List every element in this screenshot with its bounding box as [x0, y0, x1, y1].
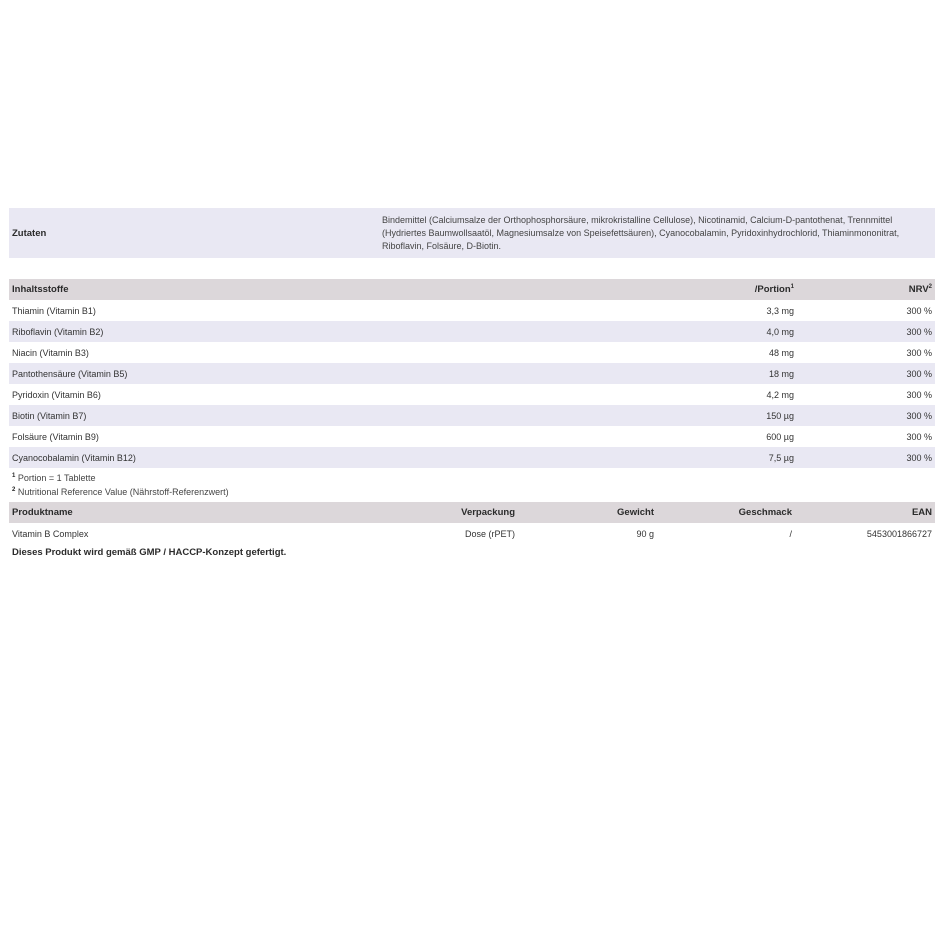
ingredients-label: Zutaten	[12, 227, 47, 239]
nutrient-name: Folsäure (Vitamin B9)	[9, 426, 645, 447]
header-weight: Gewicht	[518, 502, 657, 523]
footnote-2: $^2$ Nutritional Reference Value (Nährstoff-Referenzwert)	[12, 487, 229, 497]
nutrient-nrv: 300 %	[797, 447, 935, 468]
nutrient-nrv: 300 %	[797, 321, 935, 342]
ingredients-text: Bindemittel (Calciumsalze der Orthophosphorsäure, mikrokristalline Cellulose), Nicotinamid, Calcium-D-pantothenat, Trennmittel (Hydriertes Baumwollsaatöl, Magnesiumsalze von Speisefettsäuren), Cyanocobalamin, Pyridoxinhydrochlorid, Thiaminmononitrat, Riboflavin, Folsäure, D-Biotin.	[382, 214, 900, 251]
nutrient-nrv: 300 %	[797, 405, 935, 426]
header-nrv: NRV$^2$	[797, 279, 935, 300]
header-ean: EAN	[795, 502, 935, 523]
table-row	[9, 405, 935, 426]
nutrient-amount: 4,2 mg	[645, 384, 797, 405]
product-table	[9, 502, 935, 544]
nutrient-name: Riboflavin (Vitamin B2)	[9, 321, 645, 342]
product-ean: 5453001866727	[866, 528, 932, 539]
nutrient-amount: 4,0 mg	[645, 321, 797, 342]
table-row	[9, 384, 935, 405]
nutrient-name: Thiamin (Vitamin B1)	[9, 300, 645, 321]
table-row	[9, 447, 935, 468]
nutrient-name: Niacin (Vitamin B3)	[9, 342, 645, 363]
nutrient-amount: 48 mg	[645, 342, 797, 363]
product-info-sheet	[9, 208, 935, 558]
table-row	[9, 426, 935, 447]
nutrient-name: Pyridoxin (Vitamin B6)	[9, 384, 645, 405]
nutrient-name: Cyanocobalamin (Vitamin B12)	[9, 447, 645, 468]
nutrient-nrv: 300 %	[797, 426, 935, 447]
nutrient-nrv: 300 %	[797, 300, 935, 321]
product-flavor: /	[789, 528, 792, 539]
nutrient-amount: 600 µg	[645, 426, 797, 447]
product-weight: 90 g	[636, 528, 654, 539]
footnotes	[9, 468, 935, 502]
table-row	[9, 321, 935, 342]
product-name: Vitamin B Complex	[12, 528, 89, 539]
nutrient-table	[9, 279, 935, 468]
header-product-name: Produktname	[9, 502, 429, 523]
header-packaging: Verpackung	[429, 502, 518, 523]
manufacturing-statement: Dieses Produkt wird gemäß GMP / HACCP-Konzept gefertigt.	[12, 547, 287, 558]
table-row	[9, 300, 935, 321]
table-row	[9, 342, 935, 363]
nutrient-name: Biotin (Vitamin B7)	[9, 405, 645, 426]
nutrient-table-header	[9, 279, 935, 300]
table-row	[9, 523, 935, 544]
ingredients-block	[9, 208, 935, 258]
nutrient-amount: 18 mg	[645, 363, 797, 384]
footnote-mark-2: 2	[928, 283, 932, 290]
nutrient-nrv: 300 %	[797, 363, 935, 384]
product-table-header	[9, 502, 935, 523]
nutrient-amount: 3,3 mg	[645, 300, 797, 321]
header-ingredients: Inhaltsstoffe	[9, 279, 645, 300]
footnote-1: $^1$ Portion = 1 Tablette	[12, 473, 96, 483]
nutrient-nrv: 300 %	[797, 384, 935, 405]
header-flavor: Geschmack	[657, 502, 795, 523]
footnote-mark-1: 1	[790, 283, 794, 290]
nutrient-name: Pantothensäure (Vitamin B5)	[9, 363, 645, 384]
header-portion: /Portion$^1$	[645, 279, 797, 300]
nutrient-amount: 7,5 µg	[645, 447, 797, 468]
nutrient-nrv: 300 %	[797, 342, 935, 363]
product-packaging: Dose (rPET)	[464, 528, 515, 539]
table-row	[9, 363, 935, 384]
nutrient-amount: 150 µg	[645, 405, 797, 426]
